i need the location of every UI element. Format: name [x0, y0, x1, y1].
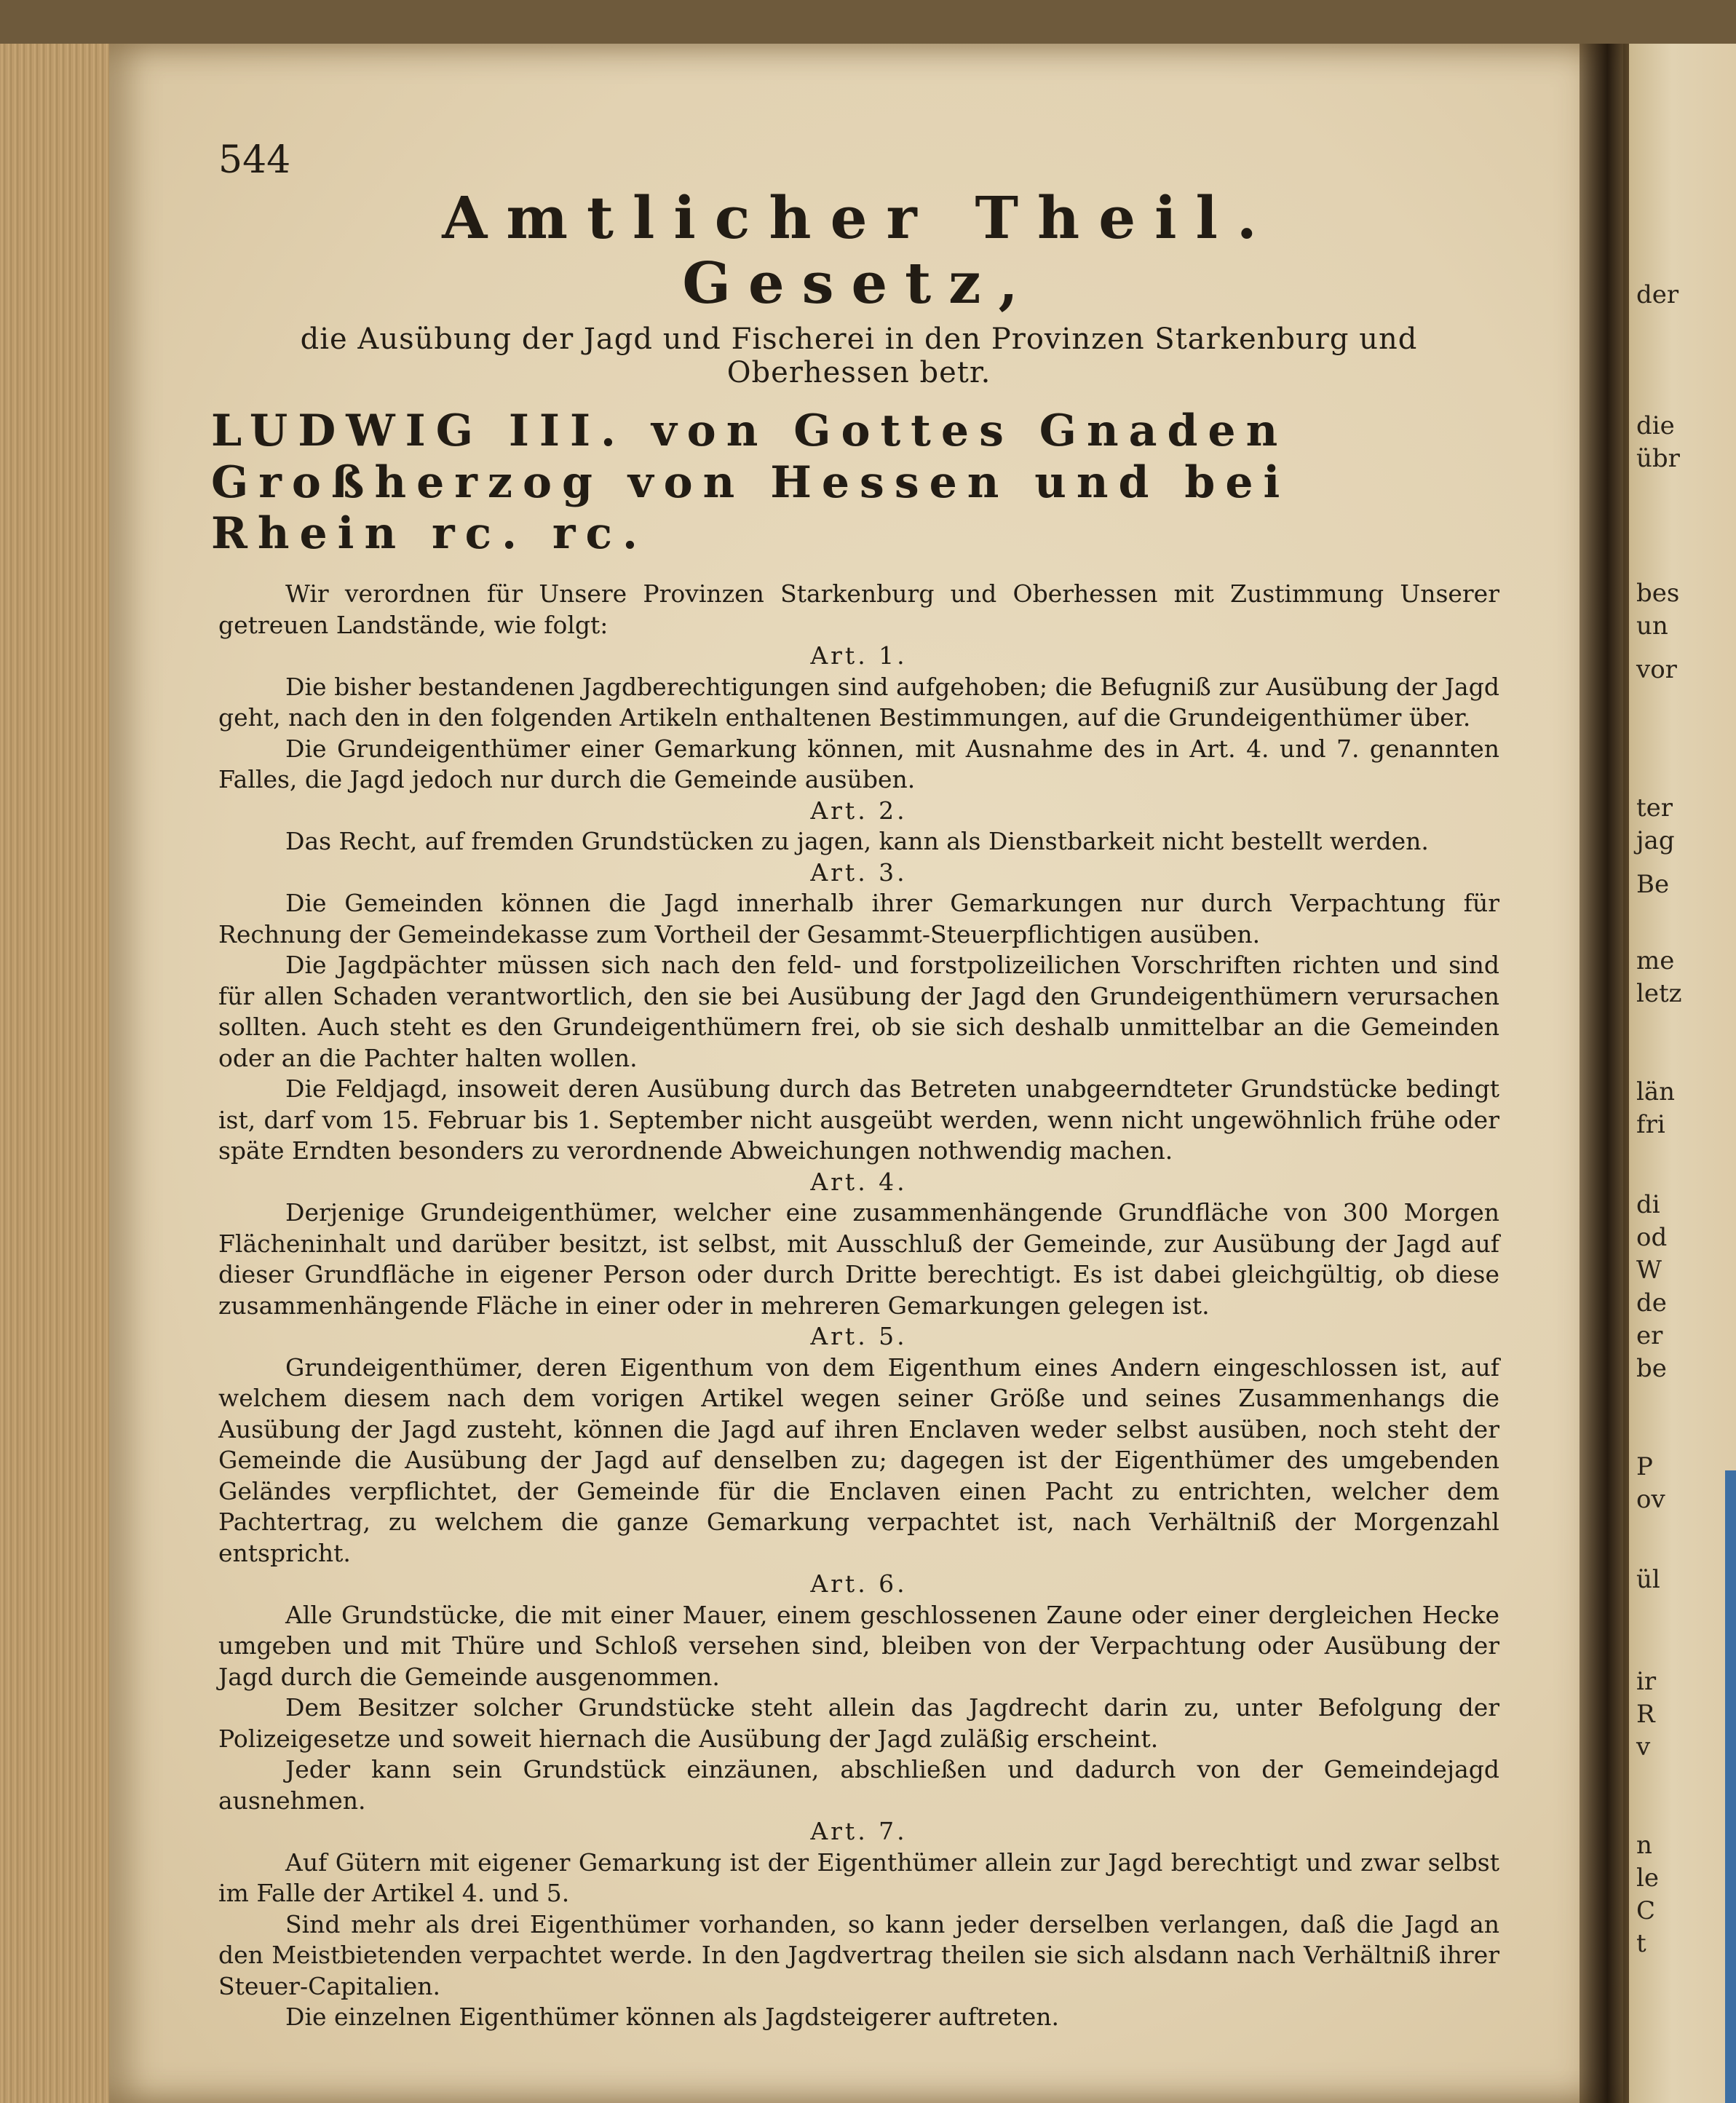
adjacent-fragment: ov	[1636, 1485, 1665, 1514]
article-3	[218, 858, 1499, 1167]
article-heading: Art. 7.	[810, 1817, 908, 1846]
adjacent-fragment: C	[1636, 1896, 1656, 1925]
article-paragraph: Die bisher bestandenen Jagdberechtigungen sind aufgehoben; die Befugniß zur Ausübung der Jagd geht, nach den in den folgenden Artikeln enthaltenen Bestimmungen, auf die Grundeigenthümer über.	[218, 672, 1499, 732]
adjacent-fragment: v	[1636, 1732, 1651, 1762]
preamble: Wir verordnen für Unsere Provinzen Starkenburg und Oberhessen mit Zustimmung Unserer getreuen Landstände, wie folgt:	[218, 579, 1499, 639]
adjacent-fragment: Be	[1636, 870, 1670, 899]
adjacent-fragment: be	[1636, 1354, 1667, 1383]
article-5	[218, 1321, 1499, 1569]
article-heading: Art. 3.	[810, 858, 908, 887]
sovereign-heading: LUDWIG III. von Gottes Gnaden Großherzog von Hessen und bei Rhein rc. rc.	[211, 405, 1291, 560]
adjacent-fragment: de	[1636, 1288, 1667, 1318]
adjacent-fragment: der	[1636, 280, 1679, 309]
article-paragraph: Grundeigenthümer, deren Eigenthum von dem Eigenthum eines Andern eingeschlossen ist, auf welchem diesem nach dem vorigen Artikel wegen seiner Größe und seines Zusammenhangs die Ausübung der Jagd zusteht, können die Jagd auf ihren Enclaven weder selbst ausüben, noch steht der Gemeinde die Ausübung der Jagd auf denselben zu; dagegen ist der Eigenthümer des umgebenden Geländes verpflichtet, der Gemeinde für die Enclaven einen Pacht zu entrichten, welcher dem Pachtertrag, zu welchem die ganze Gemarkung verpachtet ist, nach Verhältniß der Morgenzahl entspricht.	[218, 1353, 1499, 1567]
adjacent-fragment: jag	[1636, 826, 1675, 855]
adjacent-fragment: fri	[1636, 1110, 1665, 1139]
adjacent-fragment: letz	[1636, 979, 1682, 1008]
article-paragraph: Die Gemeinden können die Jagd innerhalb ihrer Gemarkungen nur durch Verpachtung für Rechnung der Gemeindekasse zum Vortheil der Gesammt-Steuerpflichtigen ausüben.	[218, 889, 1499, 948]
article-paragraph: Jeder kann sein Grundstück einzäunen, abschließen und dadurch von der Gemeindejagd ausnehmen.	[218, 1755, 1499, 1815]
article-1	[218, 641, 1499, 796]
article-2	[218, 796, 1499, 858]
article-paragraph: Die einzelnen Eigenthümer können als Jagdsteigerer auftreten.	[285, 2003, 1059, 2032]
adjacent-fragment: od	[1636, 1223, 1668, 1252]
law-subtitle: die Ausübung der Jagd und Fischerei in den Provinzen Starkenburg und Oberhessen betr.	[300, 322, 1418, 389]
article-heading: Art. 2.	[810, 796, 908, 825]
article-paragraph: Die Feldjagd, insoweit deren Ausübung durch das Betreten unabgeerndteter Grundstücke bedingt ist, darf vom 15. Februar bis 1. September nicht ausgeübt werden, wenn nicht ungewöhnlich frühe oder späte Erndten besonders zu verordnende Abweichungen nothwendig machen.	[218, 1074, 1499, 1165]
adjacent-fragment: me	[1636, 946, 1675, 975]
law-title: Gesetz,	[682, 250, 1036, 317]
adjacent-fragment: län	[1636, 1077, 1676, 1106]
adjacent-fragment: ir	[1636, 1667, 1657, 1696]
adjacent-fragment: t	[1636, 1929, 1646, 1958]
article-paragraph: Die Grundeigenthümer einer Gemarkung können, mit Ausnahme des in Art. 4. und 7. genannten Falles, die Jagd jedoch nur durch die Gemeinde ausüben.	[218, 734, 1499, 794]
article-paragraph: Auf Gütern mit eigener Gemarkung ist der Eigenthümer allein zur Jagd berechtigt und zwar selbst im Falle der Artikel 4. und 5.	[218, 1847, 1499, 1908]
adjacent-fragment: di	[1636, 1190, 1660, 1219]
adjacent-fragment: er	[1636, 1321, 1663, 1350]
page-text	[211, 116, 1499, 2033]
adjacent-fragment: P	[1636, 1452, 1653, 1481]
adjacent-fragment: ül	[1636, 1565, 1660, 1594]
adjacent-fragment: le	[1636, 1864, 1659, 1893]
article-6	[218, 1569, 1499, 1816]
article-paragraph: Alle Grundstücke, die mit einer Mauer, einem geschlossenen Zaune oder einer dergleichen Hecke umgeben und mit Thüre und Schloß versehen sind, bleiben von der Verpachtung oder Ausübung der Jagd durch die Gemeinde ausgenommen.	[218, 1600, 1499, 1691]
adjacent-fragment: übr	[1636, 444, 1680, 473]
article-heading: Art. 5.	[810, 1322, 908, 1351]
adjacent-fragment: die	[1636, 411, 1675, 440]
adjacent-fragment: un	[1636, 611, 1668, 641]
adjacent-fragment: R	[1636, 1700, 1655, 1729]
article-heading: Art. 4.	[810, 1167, 908, 1196]
article-7	[218, 1816, 1499, 2033]
adjacent-fragment: vor	[1636, 655, 1677, 684]
article-heading: Art. 6.	[810, 1569, 908, 1599]
article-paragraph: Sind mehr als drei Eigenthümer vorhanden, so kann jeder derselben verlangen, daß die Jagd an den Meistbietenden verpachtet werde. In den Jagdvertrag theilen sie sich alsdann nach Verhältniß ihrer Steuer-Capitalien.	[218, 1909, 1499, 2000]
article-paragraph: Die Jagdpächter müssen sich nach den feld- und forstpolizeilichen Vorschriften richten und sind für allen Schaden verantwortlich, den sie bei Ausübung der Jagd den Grundeigenthümern verursachen sollten. Auch steht es den Grundeigenthümern frei, ob sie sich deshalb unmittelbar an die Gemeinden oder an die Pachter halten wollen.	[218, 951, 1499, 1072]
article-4	[218, 1167, 1499, 1322]
adjacent-fragment: bes	[1636, 579, 1680, 608]
book-page-edges	[0, 44, 109, 2103]
scan-ruler-strip	[1725, 1470, 1736, 2103]
page-number: 544	[218, 138, 291, 182]
adjacent-page	[1629, 44, 1736, 2103]
adjacent-fragment: n	[1636, 1831, 1652, 1860]
adjacent-fragment: ter	[1636, 793, 1673, 823]
article-heading: Art. 1.	[810, 641, 908, 670]
article-paragraph: Dem Besitzer solcher Grundstücke steht allein das Jagdrecht darin zu, unter Befolgung der Polizeigesetze und soweit hiernach die Ausübung der Jagd zuläßig erscheint.	[218, 1693, 1499, 1753]
main-title: Amtlicher Theil.	[442, 183, 1276, 252]
book-gutter	[1580, 44, 1630, 2103]
article-paragraph: Derjenige Grundeigenthümer, welcher eine zusammenhängende Grundfläche von 300 Morgen Flächeninhalt und darüber besitzt, ist selbst, mit Ausschluß der Gemeinde, zur Ausübung der Jagd auf dieser Grundfläche in eigener Person oder durch Dritte berechtigt. Es ist dabei gleichgültig, ob diese zusammenhängende Fläche in einer oder in mehreren Gemarkungen gelegen ist.	[218, 1198, 1499, 1320]
article-paragraph: Das Recht, auf fremden Grundstücken zu jagen, kann als Dienstbarkeit nicht bestellt werden.	[285, 827, 1429, 856]
adjacent-fragment: W	[1636, 1256, 1662, 1285]
